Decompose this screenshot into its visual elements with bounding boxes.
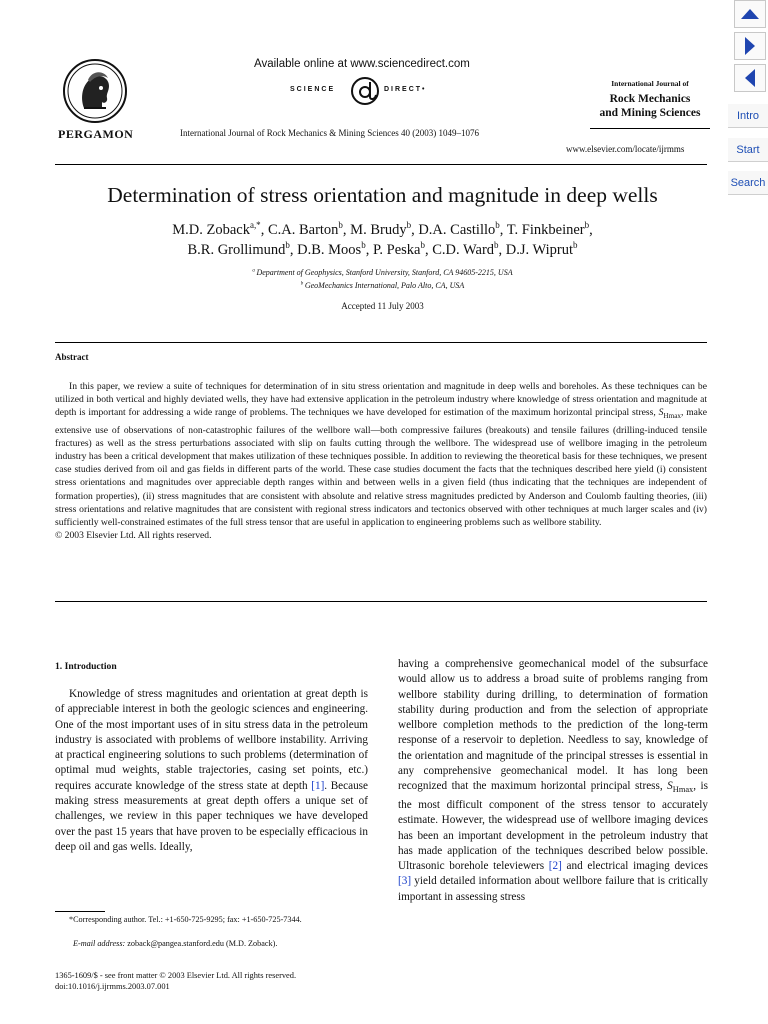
abstract-bottom-rule <box>55 601 707 602</box>
at-sign-icon <box>350 76 380 106</box>
accepted-date: Accepted 11 July 2003 <box>341 301 424 311</box>
author-affiliation-mark: b <box>361 240 366 251</box>
author-affiliation-mark: b <box>338 220 343 231</box>
sd-left-word: SCIENCE <box>290 86 336 93</box>
body-column-left <box>55 687 368 855</box>
author-affiliation-mark: a,* <box>249 220 261 231</box>
author-affiliation-mark: b <box>420 240 425 251</box>
email-label: E-mail address: <box>73 939 126 948</box>
search-link[interactable]: Search <box>728 171 768 195</box>
page-up-button[interactable] <box>734 0 766 28</box>
col1-text-1: Knowledge of stress magnitudes and orientation at great depth is of appreciable interest in both the geologic sciences and engineering. One of the most important uses of in situ stress data in the petroleum industry is associated with problems of wellbore instability. Arriving at practical engineering solutions to such problems (determination of optimal mud weights, stable trajectories, casing set points, etc.) requires accurate knowledge of the stress state at depth <box>55 688 368 792</box>
next-page-button[interactable] <box>734 32 766 60</box>
col2-text-1: having a comprehensive geomechanical model of the subsurface would allow us to address a broad suite of problems ranging from wellbore stability during drilling, to determination of formation stability during production and from the selection of appropriate wellbore completion methods to the prediction of the long-term response of a reservoir to depletion. Needless to say, knowledge of the orientation and magnitude of the principal stresses is essential in any comprehensive geomechanical model. It has long been recognized that the maximum horizontal principal stress, <box>398 658 708 793</box>
journal-box-rule <box>590 128 710 129</box>
reference-link-2[interactable]: [2] <box>548 860 562 873</box>
doi-line: doi:10.1016/j.ijrmms.2003.07.001 <box>55 982 170 991</box>
abstract-copyright: © 2003 Elsevier Ltd. All rights reserved. <box>55 530 212 542</box>
affiliation-a: $^a$ Department of Geophysics, Stanford University, Stanford, CA 94605-2215, USA <box>252 268 513 277</box>
abstract-body <box>55 380 707 542</box>
col2-text-4: yield detailed information about wellbore failure that is critically important in assessing stress <box>398 875 708 903</box>
article-title: Determination of stress orientation and magnitude in deep wells <box>107 183 658 207</box>
abstract-heading: Abstract <box>55 352 89 362</box>
abstract-text-1: In this paper, we review a suite of techniques for determination of in situ stress orientation and magnitude in deep wells and boreholes. As these techniques can be utilized in both vertical and highly deviated wells, they have had extensive application in the petroleum industry where knowledge of stress orientation and magnitude at depth is important for addressing a wide range of problems. The techniques we have developed for estimation of the maximum horizontal principal stress, <box>55 381 707 419</box>
footnote-corresponding-author: *Corresponding author. Tel.: +1-650-725-9295; fax: +1-650-725-7344. <box>69 915 302 924</box>
author-name: M. Brudy <box>350 222 407 238</box>
authors-line-2: B.R. Grollimund$^b$, D.B. Moos$^b$, P. Peska$^b$, C.D. Ward$^b$, D.J. Wiprut$^b$ <box>187 240 578 258</box>
previous-page-button[interactable] <box>734 64 766 92</box>
reference-link-3[interactable]: [3] <box>398 875 412 888</box>
author-name: D.B. Moos <box>297 242 362 258</box>
journal-citation: International Journal of Rock Mechanics & Mining Sciences 40 (2003) 1049–1076 <box>180 128 479 138</box>
authors-line-1: M.D. Zoback$^{a,*}$, C.A. Barton$^b$, M. Brudy$^b$, D.A. Castillo$^b$, T. Finkbeiner$^b$, <box>172 220 593 238</box>
viewer-nav-sidebar <box>728 0 768 200</box>
author-affiliation-mark: b <box>285 240 290 251</box>
affiliation-a-text: Department of Geophysics, Stanford University, Stanford, CA 94605-2215, USA <box>256 268 513 277</box>
sciencedirect-logo <box>288 76 438 106</box>
publisher-name: PERGAMON <box>58 127 134 141</box>
intro-link[interactable]: Intro <box>728 104 768 128</box>
abstract-paragraph <box>55 380 707 529</box>
affiliation-b: $^b$ GeoMechanics International, Palo Alto, CA, USA <box>300 281 465 290</box>
triangle-up-icon <box>740 8 760 20</box>
section-heading-introduction: 1. Introduction <box>55 661 117 672</box>
stress-subscript-2: Hmax <box>672 785 694 795</box>
publisher-logo <box>62 58 128 124</box>
author-name: M.D. Zoback <box>172 222 250 238</box>
triangle-right-icon <box>744 36 756 56</box>
body-column-right <box>398 657 708 905</box>
reference-link-1[interactable]: [1] <box>311 779 325 792</box>
journal-box <box>590 79 710 120</box>
journal-url: www.elsevier.com/locate/ijrmms <box>566 144 685 154</box>
sd-right-word: DIRECT• <box>384 86 427 93</box>
author-name: C.A. Barton <box>267 222 339 238</box>
stress-symbol-2: S <box>667 780 673 793</box>
available-online-text: Available online at www.sciencedirect.com <box>254 58 470 70</box>
author-affiliation-mark: b <box>494 240 499 251</box>
footnote-email <box>55 938 368 949</box>
col2-text-3: and electrical imaging devices <box>561 860 708 873</box>
abstract-text-2: , make extensive use of observations of non-catastrophic failures of the wellbore wall—both compressive failures (breakouts) and tensile failures (drilling-induced tensile fractures) as well as the stress perturbations associated with slip on faults cutting through the wellbore. The widespread use of wellbore imaging in the petroleum industry has been a critical development that makes utilization of these techniques possible. In addition to reviewing the theoretical basis for these techniques, we present case studies derived from oil and gas fields in different parts of the world. These case studies document the facts that the techniques described here yield (i) consistent stress orientations and magnitudes over appreciable depth ranges within and between wells in a given field (thus indicating that the techniques are independent of formation properties), (ii) stress magnitudes that are consistent with absolute and relative stress magnitudes predicted by Anderson and Coulomb faulting theories, (iii) stress orientations and relative magnitudes that are consistent with regional stress indicators and tectonics observed with other techniques at much larger scales and (iv) sufficiently well-constrained estimates of the full stress tensor that are useful in application to engineering problems such as wellbore stability. <box>55 407 707 528</box>
col1-text-2: . Because making stress measurements at great depth offers a unique set of challenges, we review in this paper techniques we have developed over the past 15 years that have proven to be especially efficacious in deep oil and gas wells. Ideally, <box>55 779 368 853</box>
header-rule <box>55 164 707 165</box>
stress-subscript: Hmax <box>663 412 681 421</box>
col2-text-2: , is the most difficult component of the stress tensor to accurately estimate. However, the widespread use of wellbore imaging devices has been an important development in the petroleum industry that has made application of the techniques described below possible. Ultrasonic borehole televiewers <box>398 780 708 873</box>
affiliation-b-text: GeoMechanics International, Palo Alto, CA, USA <box>304 281 465 290</box>
triangle-left-icon <box>744 68 756 88</box>
email-address: zoback@pangea.stanford.edu (M.D. Zoback). <box>127 939 278 948</box>
author-name: C.D. Ward <box>432 242 495 258</box>
start-link[interactable]: Start <box>728 138 768 162</box>
author-name: P. Peska <box>372 242 421 258</box>
abstract-top-rule <box>55 342 707 343</box>
author-affiliation-mark: b <box>573 240 578 251</box>
author-affiliation-mark: b <box>406 220 412 231</box>
journal-name-line1: Rock Mechanics <box>609 93 691 105</box>
author-name: B.R. Grollimund <box>187 242 286 258</box>
author-name: T. Finkbeiner <box>506 222 585 238</box>
footnote-rule <box>55 911 105 912</box>
journal-name <box>590 92 710 120</box>
issn-line: 1365-1609/$ - see front matter © 2003 Elsevier Ltd. All rights reserved. <box>55 971 297 980</box>
journal-name-line2: and Mining Sciences <box>599 107 701 119</box>
author-affiliation-mark: b <box>584 220 590 231</box>
author-name: D.A. Castillo <box>418 222 496 238</box>
author-affiliation-mark: b <box>495 220 500 231</box>
journal-prefix: International Journal of <box>611 79 689 88</box>
stress-symbol: S <box>658 407 664 419</box>
author-name: D.J. Wiprut <box>505 242 573 258</box>
